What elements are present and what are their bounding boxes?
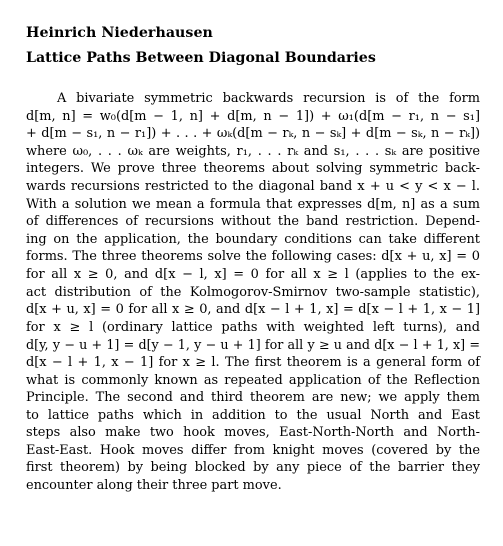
abstract-line: to lattice paths which in addition to the usual North and East: [26, 407, 480, 423]
abstract-line: A bivariate symmetric backwards recursion is of the form: [57, 91, 480, 106]
abstract-line: d[x − l + 1, x − 1] for x ≥ l. The first theorem is a general form of: [26, 354, 480, 370]
abstract-line: of differences of recursions without the band restriction. Depend-: [26, 214, 480, 230]
abstract-line: Principle. The second and third theorem are new; we apply them: [26, 390, 480, 406]
paper-title: Lattice Paths Between Diagonal Boundaries: [26, 50, 376, 66]
abstract-line: d[y, y − u + 1] = d[y − 1, y − u + 1] for all y ≥ u and d[x − l + 1, x] =: [26, 337, 480, 353]
abstract-line: for x ≥ l (ordinary lattice paths with weighted left turns), and: [26, 319, 480, 335]
abstract-line: for all x ≥ 0, and d[x − l, x] = 0 for all x ≥ l (applies to the ex-: [26, 266, 480, 282]
abstract-line: what is commonly known as repeated application of the Reflection: [26, 372, 480, 388]
abstract-line: encounter along their three part move.: [26, 478, 282, 494]
abstract-line: act distribution of the Kolmogorov-Smirnov two-sample statistic),: [26, 284, 480, 300]
abstract-line: first theorem) by being blocked by any piece of the barrier they: [26, 460, 480, 476]
abstract-line: forms. The three theorems solve the following cases: d[x + u, x] = 0: [26, 249, 480, 265]
abstract: [26, 90, 480, 495]
abstract-line: ing on the application, the boundary conditions can take different: [26, 231, 480, 247]
abstract-line: d[m, n] = w₀(d[m − 1, n] + d[m, n − 1]) + ω₁(d[m − r₁, n − s₁]: [26, 108, 480, 124]
abstract-line: wards recursions restricted to the diagonal band x + u < y < x − l.: [26, 178, 480, 194]
abstract-line: East-East. Hook moves differ from knight moves (covered by the: [26, 442, 480, 458]
abstract-line: + d[m − s₁, n − r₁]) + . . . + ωₖ(d[m − rₖ, n − sₖ] + d[m − sₖ, n − rₖ]): [26, 126, 480, 142]
abstract-line: steps also make two hook moves, East-North-North and North-: [26, 425, 480, 441]
abstract-line: integers. We prove three theorems about solving symmetric back-: [26, 161, 480, 177]
abstract-line: d[x + u, x] = 0 for all x ≥ 0, and d[x − l + 1, x] = d[x − l + 1, x − 1]: [26, 302, 480, 318]
abstract-line: where ω₀, . . . ωₖ are weights, r₁, . . . rₖ and s₁, . . . sₖ are positive: [26, 143, 480, 159]
paper-page: [26, 24, 480, 495]
author-name: Heinrich Niederhausen: [26, 25, 213, 41]
abstract-line: With a solution we mean a formula that expresses d[m, n] as a sum: [26, 196, 480, 212]
